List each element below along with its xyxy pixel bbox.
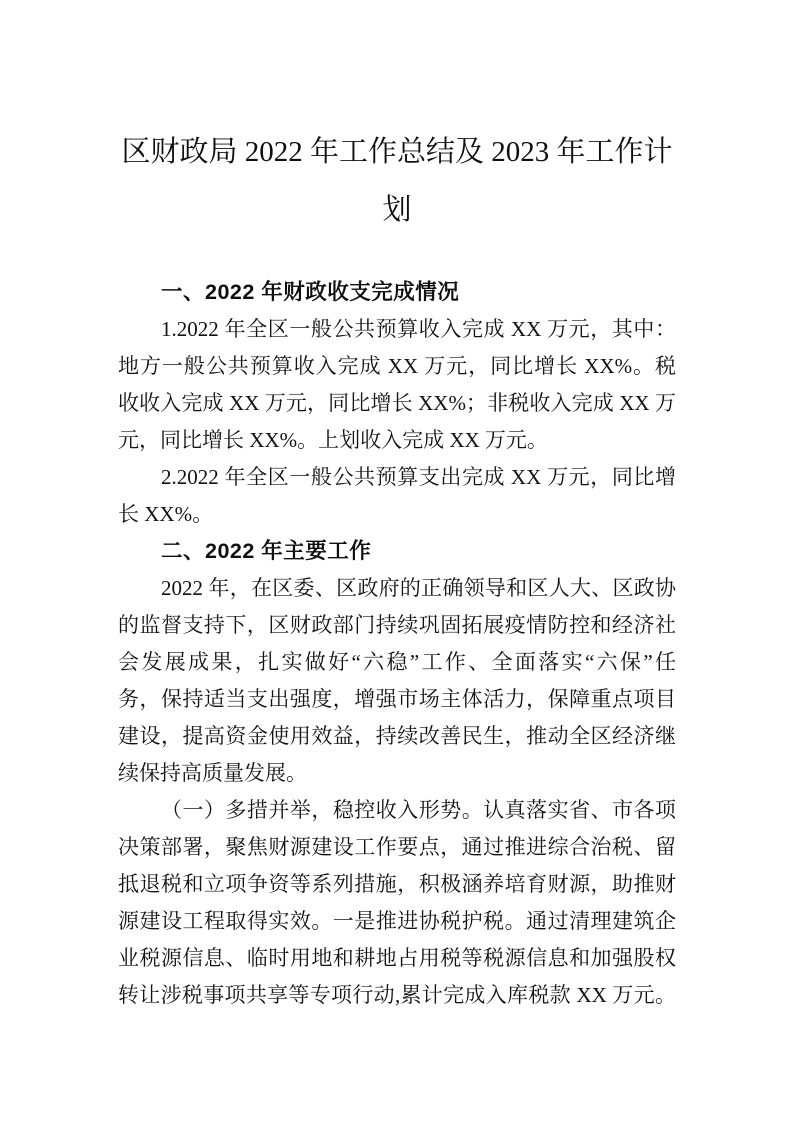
text-line: （一）多措并举，稳控收入形势。认真落实省、市各项	[161, 798, 676, 822]
text-line: 抵退税和立项争资等系列措施，积极涵养培育财源，助推财	[118, 872, 676, 896]
text-line: 2.2022 年全区一般公共预算支出完成 XX 万元，同比增	[161, 465, 676, 489]
text-line: 决策部署，聚焦财源建设工作要点，通过推进综合治税、留	[118, 835, 676, 859]
body-paragraph-1	[118, 311, 676, 459]
text-line: 1.2022 年全区一般公共预算收入完成 XX 万元，其中：	[161, 317, 676, 341]
text-line: 转让涉税事项共享等专项行动,累计完成入库税款 XX 万元。	[118, 983, 676, 1007]
text-line: 的监督支持下，区财政部门持续巩固拓展疫情防控和经济社	[118, 613, 676, 637]
text-line: 会发展成果，扎实做好“六稳”工作、全面落实“六保”任	[118, 650, 676, 674]
text-line: 续保持高质量发展。	[118, 761, 307, 785]
body-paragraph-3	[118, 570, 676, 792]
text-line: 长 XX%。	[118, 502, 214, 526]
text-line: 源建设工程取得实效。一是推进协税护税。通过清理建筑企	[118, 909, 676, 933]
body-paragraph-2	[118, 459, 676, 533]
section-1-heading: 一、2022 年财政收支完成情况	[161, 280, 460, 304]
text-line: 建设，提高资金使用效益，持续改善民生，推动全区经济继	[118, 724, 676, 748]
body-paragraph-4	[118, 792, 676, 1014]
text-line: 务，保持适当支出强度，增强市场主体活力，保障重点项目	[118, 687, 676, 711]
document-title-line-1: 区财政局 2022 年工作总结及 2023 年工作计	[121, 136, 673, 168]
section-2-heading: 二、2022 年主要工作	[161, 539, 372, 563]
text-line: 业税源信息、临时用地和耕地占用税等税源信息和加强股权	[118, 946, 676, 970]
document-title	[118, 123, 676, 239]
text-line: 2022 年，在区委、区政府的正确领导和区人大、区政协	[161, 576, 676, 600]
text-line: 元，同比增长 XX%。上划收入完成 XX 万元。	[118, 428, 548, 452]
text-line: 地方一般公共预算收入完成 XX 万元，同比增长 XX%。税	[118, 354, 676, 378]
document-title-line-2: 划	[382, 194, 412, 226]
text-line: 收收入完成 XX 万元，同比增长 XX%；非税收入完成 XX 万	[118, 391, 676, 415]
